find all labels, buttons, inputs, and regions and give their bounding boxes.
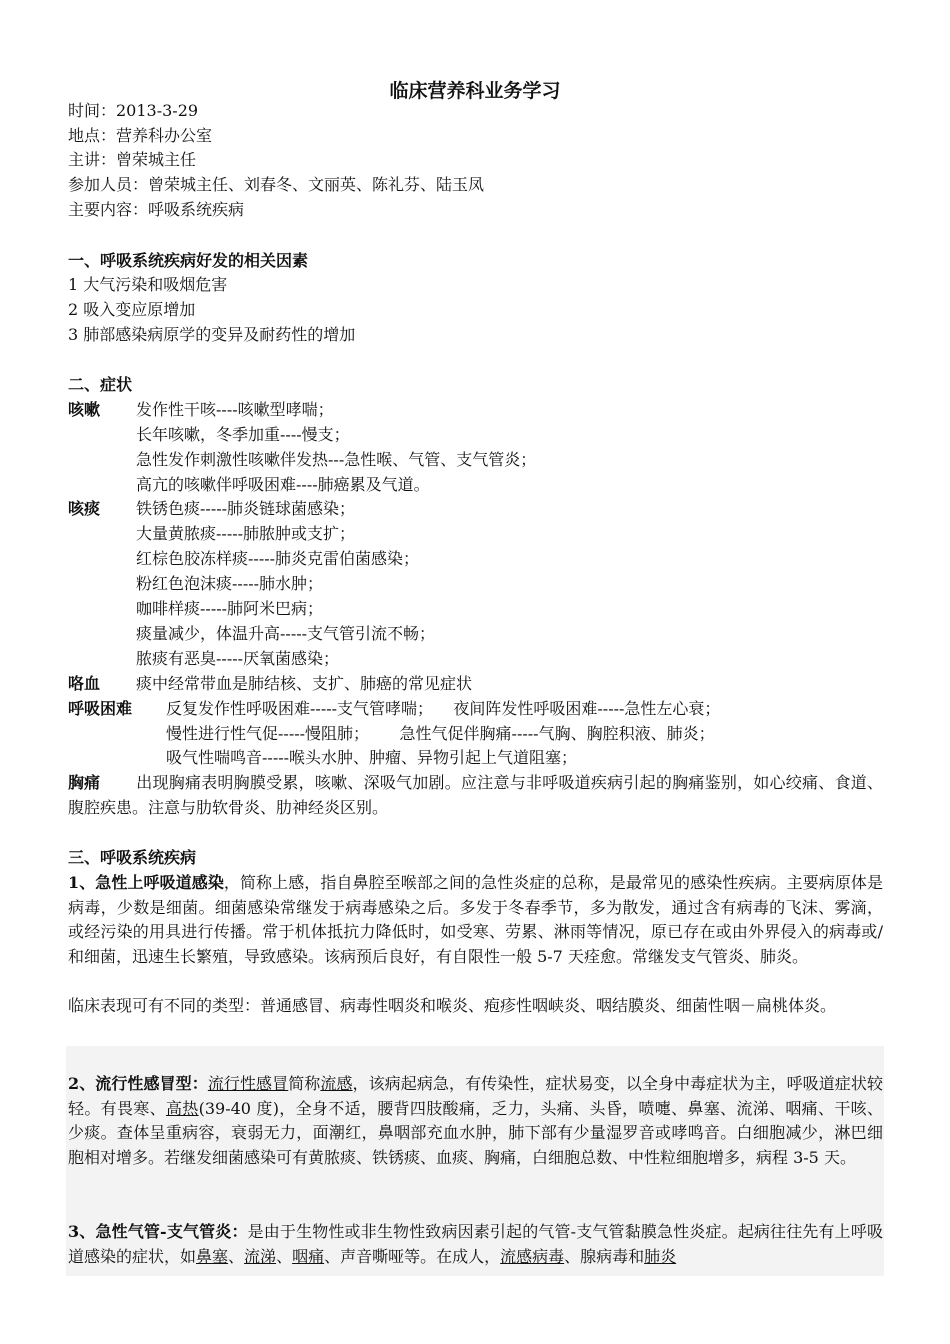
separator: 、	[276, 1246, 293, 1266]
sputum-item: 痰量减少，体温升高-----支气管引流不畅；	[136, 624, 436, 643]
bronchitis-text: 是由于生物性或非生物性致病因素引起的气管-支气管黏膜急性炎症。起病往往先有上呼吸道感染的症状，如	[68, 1222, 883, 1266]
cough-line	[68, 398, 334, 422]
influenza-virus-link[interactable]: 流感病毒	[500, 1246, 565, 1266]
meta-time: 时间：2013-3-29	[68, 101, 199, 120]
chestpain-label: 胸痛	[68, 773, 101, 792]
flu-text: (39-40 度)，全身不适，腰背四肢酸痛，乏力，头痛、头昏，喷嚏、鼻塞、流涕、咽痛、干咳、少痰。查体呈重病容，衰弱无力，面潮红，鼻咽部充血水肿，肺下部有少量湿罗音或哮鸣音。白细胞减少，淋巴细胞相对增多。若继发细菌感染可有黄脓痰、铁锈痰、血痰、胸痛，白细胞总数、中性粒细胞增多，病程 3-5 天。	[68, 1098, 883, 1167]
dyspnea-item: 反复发作性呼吸困难-----支气管哮喘； 夜间阵发性呼吸困难-----急性左心衰；	[166, 699, 721, 718]
hemoptysis-text: 痰中经常带血是肺结核、支扩、肺癌的常见症状	[136, 674, 473, 693]
cough-item: 急性发作刺激性咳嗽伴发热---急性喉、气管、支气管炎；	[136, 450, 537, 469]
chestpain-text: 出现胸痛表明胸膜受累，咳嗽、深吸气加剧。应注意与非呼吸道疾病引起的胸痛鉴别，如心绞痛、食道、腹腔疾患。注意与肋软骨炎、肋神经炎区别。	[68, 773, 883, 817]
sore-throat-link[interactable]: 咽痛	[292, 1246, 325, 1266]
page-title: 临床营养科业务学习	[389, 80, 561, 102]
sputum-item: 咖啡样痰-----肺阿米巴病；	[136, 599, 324, 618]
urti-paragraph	[68, 871, 883, 969]
bronchitis-paragraph	[68, 1220, 883, 1269]
flu-text: ，该病起病急，有传染性，症状易变，以全身中毒症状为主，呼吸道症状较轻。有畏寒、	[68, 1074, 883, 1118]
flu-text: 简称	[288, 1074, 321, 1093]
flu-link[interactable]: 流行性感冒	[207, 1074, 289, 1093]
section1-heading: 一、呼吸系统疾病好发的相关因素	[68, 251, 309, 270]
meta-location: 地点：营养科办公室	[68, 126, 213, 145]
dyspnea-label: 呼吸困难	[68, 699, 133, 718]
runny-nose-link[interactable]: 流涕	[244, 1246, 277, 1266]
nasal-congestion-link[interactable]: 鼻塞	[196, 1246, 229, 1266]
bronchitis-text: 、声音嘶哑等。在成人，	[324, 1246, 501, 1266]
sputum-item: 粉红色泡沫痰-----肺水肿；	[136, 574, 324, 593]
section3-heading: 三、呼吸系统疾病	[68, 848, 197, 867]
flu-paragraph	[68, 1072, 883, 1170]
hemoptysis-label: 咯血	[68, 674, 101, 693]
fever-link[interactable]: 高热	[165, 1098, 199, 1118]
bronchitis-text: 、腺病毒和	[564, 1246, 645, 1266]
dyspnea-item: 吸气性喘鸣音-----喉头水肿、肿瘤、异物引起上气道阻塞；	[166, 748, 578, 767]
chestpain-paragraph	[68, 771, 883, 820]
cough-item: 发作性干咳----咳嗽型哮喘；	[136, 400, 334, 419]
list-item: 3 肺部感染病原学的变异及耐药性的增加	[68, 325, 356, 344]
dyspnea-line	[68, 697, 720, 721]
meta-speaker: 主讲：曾荣城主任	[68, 150, 197, 169]
meta-content: 主要内容：呼吸系统疾病	[68, 200, 245, 219]
separator: 、	[228, 1246, 245, 1266]
flu-short-link[interactable]: 流感	[320, 1074, 353, 1093]
sputum-item: 脓痰有恶臭-----厌氧菌感染；	[136, 649, 340, 668]
urti-body: ，简称上感，指自鼻腔至喉部之间的急性炎症的总称，是最常见的感染性疾病。主要病原体是病毒，少数是细菌。细菌感染常继发于病毒感染之后。多发于冬春季节，多为散发，通过含有病毒的飞沫、雾滴，或经污染的用具进行传播。常于机体抵抗力降低时，如受寒、劳累、淋雨等情况，原已存在或由外界侵入的病毒或/和细菌，迅速生长繁殖，导致感染。该病预后良好，有自限性一般 5-7 天痊愈。常继发支气管炎、肺炎。	[68, 873, 883, 966]
hemoptysis-line	[68, 672, 472, 696]
bronchitis-title: 3、急性气管-支气管炎：	[68, 1222, 248, 1241]
section2-heading: 二、症状	[68, 375, 133, 394]
sputum-item: 铁锈色痰-----肺炎链球菌感染；	[136, 499, 356, 518]
cough-item: 长年咳嗽，冬季加重----慢支；	[136, 425, 350, 444]
flu-title: 2、流行性感冒型：	[68, 1074, 208, 1093]
sputum-label: 咳痰	[68, 499, 101, 518]
dyspnea-item: 慢性进行性气促-----慢阻肺； 急性气促伴胸痛-----气胸、胸腔积液、肺炎；	[166, 724, 715, 743]
urti-title: 1、急性上呼吸道感染	[68, 873, 224, 892]
list-item: 2 吸入变应原增加	[68, 300, 196, 319]
pneumonia-link[interactable]: 肺炎	[644, 1246, 677, 1266]
cough-item: 高亢的咳嗽伴呼吸困难----肺癌累及气道。	[136, 475, 430, 494]
sputum-line	[68, 497, 355, 521]
list-item: 1 大气污染和吸烟危害	[68, 275, 228, 294]
cough-label: 咳嗽	[68, 400, 101, 419]
sputum-item: 红棕色胶冻样痰-----肺炎克雷伯菌感染；	[136, 549, 420, 568]
meta-attendees: 参加人员：曾荣城主任、刘春冬、文丽英、陈礼芬、陆玉凤	[68, 175, 485, 194]
urti-types: 临床表现可有不同的类型：普通感冒、病毒性咽炎和喉炎、疱疹性咽峡炎、咽结膜炎、细菌性咽－扁桃体炎。	[68, 996, 837, 1015]
sputum-item: 大量黄脓痰-----肺脓肿或支扩；	[136, 524, 356, 543]
